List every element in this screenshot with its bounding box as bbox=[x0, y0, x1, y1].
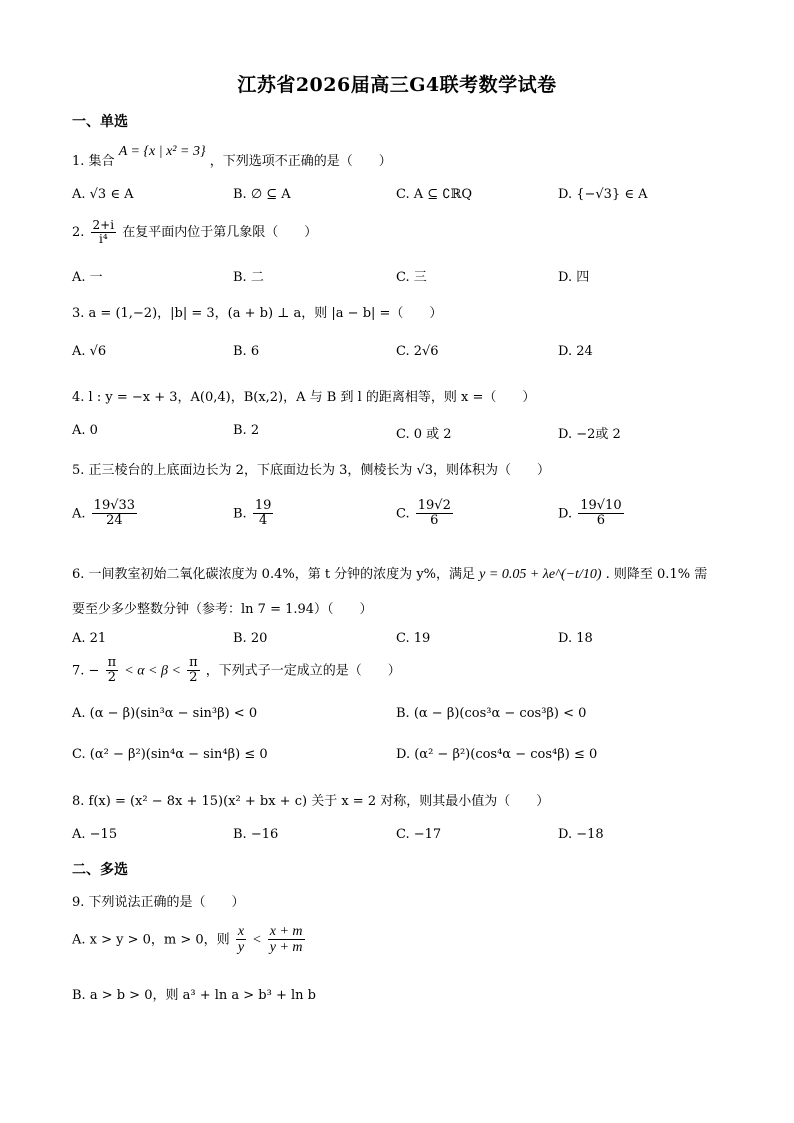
q6-option-b: B. 20 bbox=[233, 631, 268, 646]
section-multiple-choice: 二、多选 bbox=[72, 862, 128, 878]
q2-option-b: B. 二 bbox=[233, 270, 264, 285]
q7-frac-right bbox=[187, 656, 200, 686]
q5-option-c-label: C. bbox=[396, 506, 410, 522]
q5-d-num: 19√10 bbox=[580, 498, 622, 513]
q5-b-num: 19 bbox=[254, 498, 272, 513]
question-3-stem: 3. a = (1,−2)，|b| = 3，(a + b) ⊥ a，则 |a − b| =（ ） bbox=[72, 306, 443, 321]
q2-fraction-den: i⁴ bbox=[98, 232, 108, 247]
q5-option-d-label: D. bbox=[558, 506, 573, 522]
q4-option-a: A. 0 bbox=[72, 423, 98, 438]
q6-text-end: . 则降至 0.1% 需 bbox=[605, 567, 708, 582]
q7-frac-left-num: π bbox=[107, 655, 117, 670]
q5-option-c bbox=[396, 499, 455, 529]
q2-fraction bbox=[91, 219, 117, 246]
q5-option-a bbox=[72, 499, 139, 529]
q6-text-start: 6. 一间教室初始二氧化碳浓度为 0.4%，第 t 分钟的浓度为 y%，满足 bbox=[72, 567, 476, 582]
q9-option-a-frac-1 bbox=[236, 924, 246, 956]
q9-option-a-text: A. x > y > 0，m > 0，则 bbox=[72, 932, 230, 948]
q4-option-b: B. 2 bbox=[233, 423, 260, 438]
q1-option-a: A. √3 ∈ A bbox=[72, 187, 134, 202]
q5-option-b-frac bbox=[253, 499, 274, 529]
q9-option-a-frac-2 bbox=[268, 924, 305, 956]
q7-frac-left-den: 2 bbox=[107, 670, 116, 686]
q2-option-c: C. 三 bbox=[396, 270, 427, 285]
question-9-stem: 9. 下列说法正确的是（ ） bbox=[72, 895, 245, 910]
q7-frac-right-den: 2 bbox=[189, 670, 198, 686]
q2-number: 2. bbox=[72, 225, 85, 241]
q1-set: A = {x | x² = 3} bbox=[118, 144, 206, 159]
q5-c-num: 19√2 bbox=[417, 498, 451, 513]
q9-a-frac-1-num: x bbox=[237, 924, 245, 939]
q4-option-c: C. 0 或 2 bbox=[396, 427, 452, 442]
q7-option-b: B. (α − β)(cos³α − cos³β) < 0 bbox=[396, 706, 587, 721]
q2-option-a: A. 一 bbox=[72, 270, 103, 285]
question-8-stem: 8. f(x) = (x² − 8x + 15)(x² + bx + c) 关于 x = 2 对称，则其最小值为（ ） bbox=[72, 794, 550, 809]
exam-title: 江苏省2026届高三G4联考数学试卷 bbox=[237, 74, 557, 96]
q3-option-b: B. 6 bbox=[233, 344, 260, 359]
q7-number: 7. − bbox=[72, 663, 100, 679]
q6-option-d: D. 18 bbox=[558, 631, 593, 646]
q5-d-den: 6 bbox=[596, 513, 606, 529]
question-2-stem bbox=[72, 219, 317, 246]
q3-option-d: D. 24 bbox=[558, 344, 593, 359]
q5-b-den: 4 bbox=[258, 513, 268, 529]
q9-option-a bbox=[72, 924, 307, 956]
q9-option-b: B. a > b > 0，则 a³ + ln a > b³ + ln b bbox=[72, 988, 316, 1003]
q7-frac-left bbox=[106, 656, 119, 686]
q1-number: 1. 集合 bbox=[72, 154, 115, 169]
q3-option-a: A. √6 bbox=[72, 344, 107, 359]
q7-option-c: C. (α² − β²)(sin⁴α − sin⁴β) ≤ 0 bbox=[72, 747, 268, 762]
q5-option-d bbox=[558, 499, 626, 529]
question-7-stem bbox=[72, 656, 401, 686]
q7-prompt: ，下列式子一定成立的是（ ） bbox=[205, 663, 401, 679]
q2-prompt: 在复平面内位于第几象限（ ） bbox=[122, 225, 318, 241]
q8-option-a: A. −15 bbox=[72, 827, 118, 842]
question-5-stem: 5. 正三棱台的上底面边长为 2，下底面边长为 3，侧棱长为 √3，则体积为（ ） bbox=[72, 463, 551, 478]
q5-a-den: 24 bbox=[106, 513, 123, 529]
q5-option-b bbox=[233, 499, 275, 529]
q1-option-d: D. {−√3} ∈ A bbox=[558, 187, 648, 202]
q2-fraction-num: 2+i bbox=[92, 218, 115, 232]
q5-option-b-label: B. bbox=[233, 506, 247, 522]
q6-option-c: C. 19 bbox=[396, 631, 431, 646]
q9-a-frac-2-num: x + m bbox=[269, 924, 303, 939]
q3-option-c: C. 2√6 bbox=[396, 344, 439, 359]
q7-option-d: D. (α² − β²)(cos⁴α − cos⁴β) ≤ 0 bbox=[396, 747, 598, 762]
q1-prompt: ，下列选项不正确的是（ ） bbox=[209, 154, 392, 169]
q8-option-b: B. −16 bbox=[233, 827, 279, 842]
q9-a-frac-2-den: y + m bbox=[269, 940, 303, 956]
q8-option-d: D. −18 bbox=[558, 827, 604, 842]
question-4-stem: 4. l : y = −x + 3，A(0,4)，B(x,2)，A 与 B 到 l 的距离相等，则 x =（ ） bbox=[72, 390, 536, 405]
q7-frac-right-num: π bbox=[189, 655, 198, 670]
q9-option-a-lt: < bbox=[252, 932, 262, 948]
q5-option-a-label: A. bbox=[72, 506, 86, 522]
question-6-line-1 bbox=[72, 563, 707, 583]
question-1-stem bbox=[72, 144, 392, 170]
question-6-line-2: 要至少多少整数分钟（参考：ln 7 = 1.94）（ ） bbox=[72, 602, 373, 617]
section-single-choice: 一、单选 bbox=[72, 114, 128, 130]
q7-option-a: A. (α − β)(sin³α − sin³β) < 0 bbox=[72, 706, 258, 721]
q2-option-d: D. 四 bbox=[558, 270, 590, 285]
q1-option-b: B. ∅ ⊆ A bbox=[233, 187, 291, 202]
q8-option-c: C. −17 bbox=[396, 827, 442, 842]
q5-option-a-frac bbox=[92, 499, 137, 529]
q6-formula: y = 0.05 + λe^(−t/10) bbox=[479, 567, 602, 582]
q6-option-a: A. 21 bbox=[72, 631, 107, 646]
q5-option-c-frac bbox=[416, 499, 453, 529]
q5-c-den: 6 bbox=[430, 513, 439, 529]
q7-inequality: < α < β < bbox=[124, 663, 181, 679]
q5-a-num: 19√33 bbox=[93, 498, 136, 513]
q5-option-d-frac bbox=[578, 499, 623, 529]
q1-option-c: C. A ⊆ ∁ℝQ bbox=[396, 187, 473, 202]
q9-a-frac-1-den: y bbox=[237, 940, 245, 956]
q4-option-d: D. −2或 2 bbox=[558, 427, 621, 442]
